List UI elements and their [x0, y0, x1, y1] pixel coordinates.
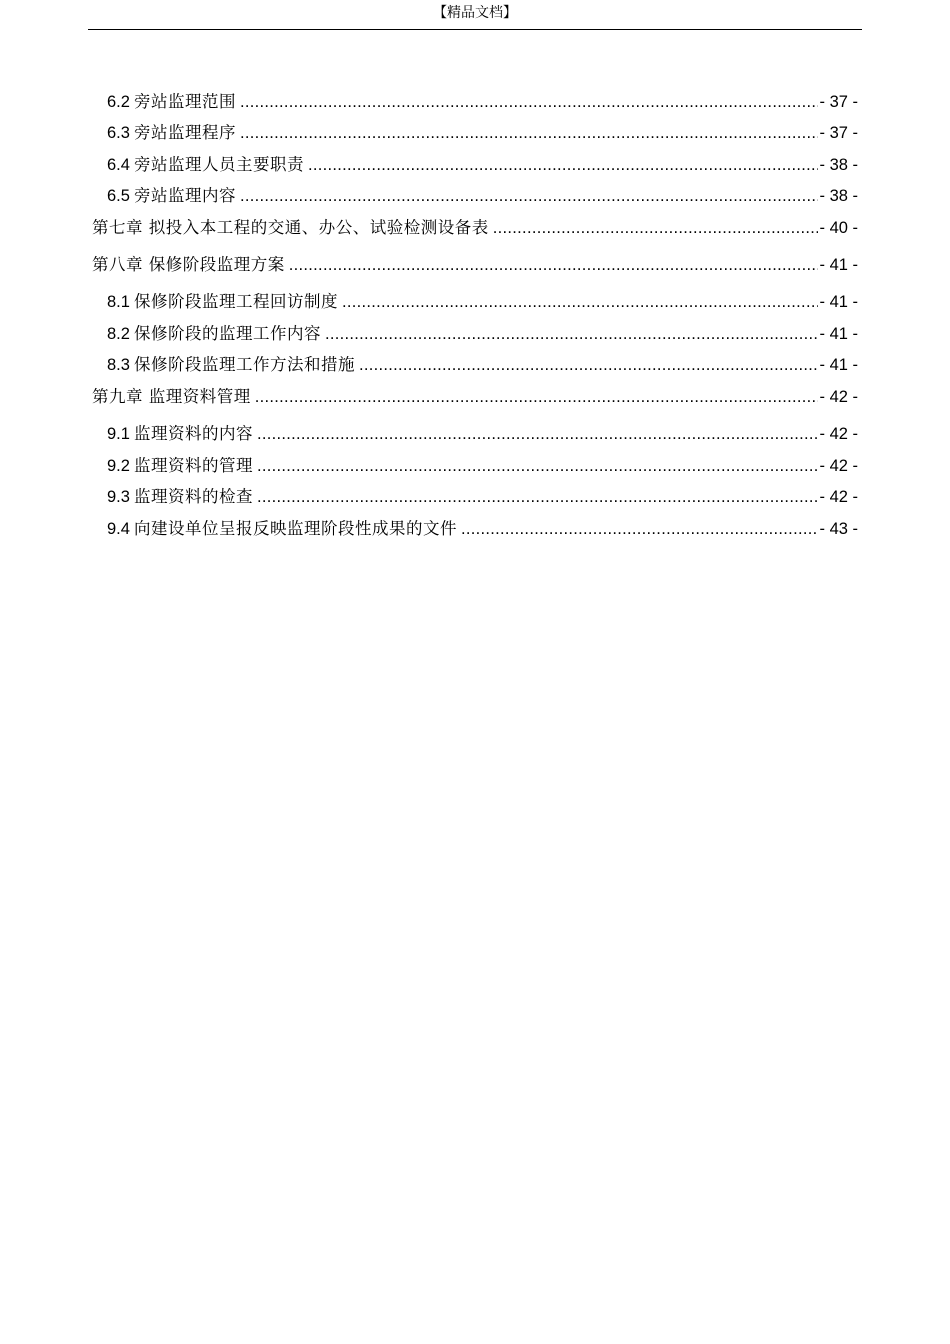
toc-entry-number: 9.2	[107, 457, 130, 475]
toc-dot-leader	[342, 291, 819, 313]
toc-entry-9-2[interactable]	[107, 455, 858, 477]
toc-dot-leader	[240, 91, 819, 113]
toc-entry-page: - 42 -	[819, 388, 858, 406]
toc-entry-title: 监理资料的内容	[133, 424, 253, 443]
toc-entry-8-2[interactable]	[107, 323, 858, 345]
toc-entry-page: - 43 -	[819, 520, 858, 538]
toc-dot-leader	[359, 354, 819, 376]
toc-dot-leader	[240, 122, 819, 144]
page-header	[88, 0, 862, 30]
toc-entry-page: - 37 -	[819, 124, 858, 142]
toc-entry-number: 9.4	[107, 520, 130, 538]
toc-entry-page: - 42 -	[819, 488, 858, 506]
toc-entry-9-4[interactable]	[107, 518, 858, 540]
toc-dot-leader	[325, 323, 819, 345]
toc-entry-6-3[interactable]	[107, 122, 858, 144]
toc-dot-leader	[461, 518, 819, 540]
toc-entry-number: 6.3	[107, 124, 130, 142]
toc-entry-title: 第七章 拟投入本工程的交通、办公、试验检测设备表	[92, 218, 489, 237]
toc-entry-6-4[interactable]	[107, 154, 858, 176]
toc-entry-title: 第八章 保修阶段监理方案	[92, 255, 285, 274]
toc-entry-title: 监理资料的管理	[133, 456, 253, 475]
toc-entry-page: - 41 -	[819, 356, 858, 374]
toc-entry-title: 保修阶段监理工作方法和措施	[133, 355, 355, 374]
toc-entry-title: 旁站监理程序	[133, 123, 236, 142]
toc-entry-title: 保修阶段的监理工作内容	[133, 324, 321, 343]
toc-entry-page: - 37 -	[819, 93, 858, 111]
toc-dot-leader	[308, 154, 819, 176]
toc-entry-page: - 42 -	[819, 457, 858, 475]
toc-entry-number: 9.3	[107, 488, 130, 506]
toc-entry-number: 8.1	[107, 293, 130, 311]
toc-entry-chapter-9[interactable]	[92, 386, 858, 408]
toc-entry-page: - 41 -	[819, 293, 858, 311]
toc-entry-9-3[interactable]	[107, 486, 858, 508]
toc-dot-leader	[240, 185, 819, 207]
toc-dot-leader	[255, 386, 819, 408]
toc-entry-title: 旁站监理内容	[133, 186, 236, 205]
toc-dot-leader	[289, 254, 819, 276]
toc-entry-title: 保修阶段监理工程回访制度	[133, 292, 338, 311]
toc-dot-leader	[493, 217, 819, 239]
toc-entry-title: 旁站监理人员主要职责	[133, 155, 304, 174]
toc-entry-page: - 40 -	[819, 219, 858, 237]
toc-entry-number: 6.5	[107, 187, 130, 205]
toc-entry-page: - 41 -	[819, 256, 858, 274]
toc-entry-title: 监理资料的检查	[133, 487, 253, 506]
toc-entry-number: 6.2	[107, 93, 130, 111]
toc-entry-page: - 38 -	[819, 187, 858, 205]
toc-entry-number: 8.2	[107, 325, 130, 343]
toc-entry-6-2[interactable]	[107, 91, 858, 113]
toc-entry-9-1[interactable]	[107, 423, 858, 445]
toc-entry-title: 第九章 监理资料管理	[92, 387, 251, 406]
toc-dot-leader	[257, 455, 819, 477]
toc-entry-number: 9.1	[107, 425, 130, 443]
toc-entry-number: 8.3	[107, 356, 130, 374]
toc-entry-chapter-8[interactable]	[92, 254, 858, 276]
toc-dot-leader	[257, 423, 819, 445]
toc-entry-page: - 41 -	[819, 325, 858, 343]
toc-entry-page: - 38 -	[819, 156, 858, 174]
toc-entry-page: - 42 -	[819, 425, 858, 443]
toc-entry-chapter-7[interactable]	[92, 217, 858, 239]
toc-entry-title: 向建设单位呈报反映监理阶段性成果的文件	[133, 519, 457, 538]
toc-entry-6-5[interactable]	[107, 185, 858, 207]
toc-entry-number: 6.4	[107, 156, 130, 174]
toc-entry-8-1[interactable]	[107, 291, 858, 313]
header-title: 【精品文档】	[433, 5, 517, 21]
toc-entry-8-3[interactable]	[107, 354, 858, 376]
toc-entry-title: 旁站监理范围	[133, 92, 236, 111]
toc-dot-leader	[257, 486, 819, 508]
